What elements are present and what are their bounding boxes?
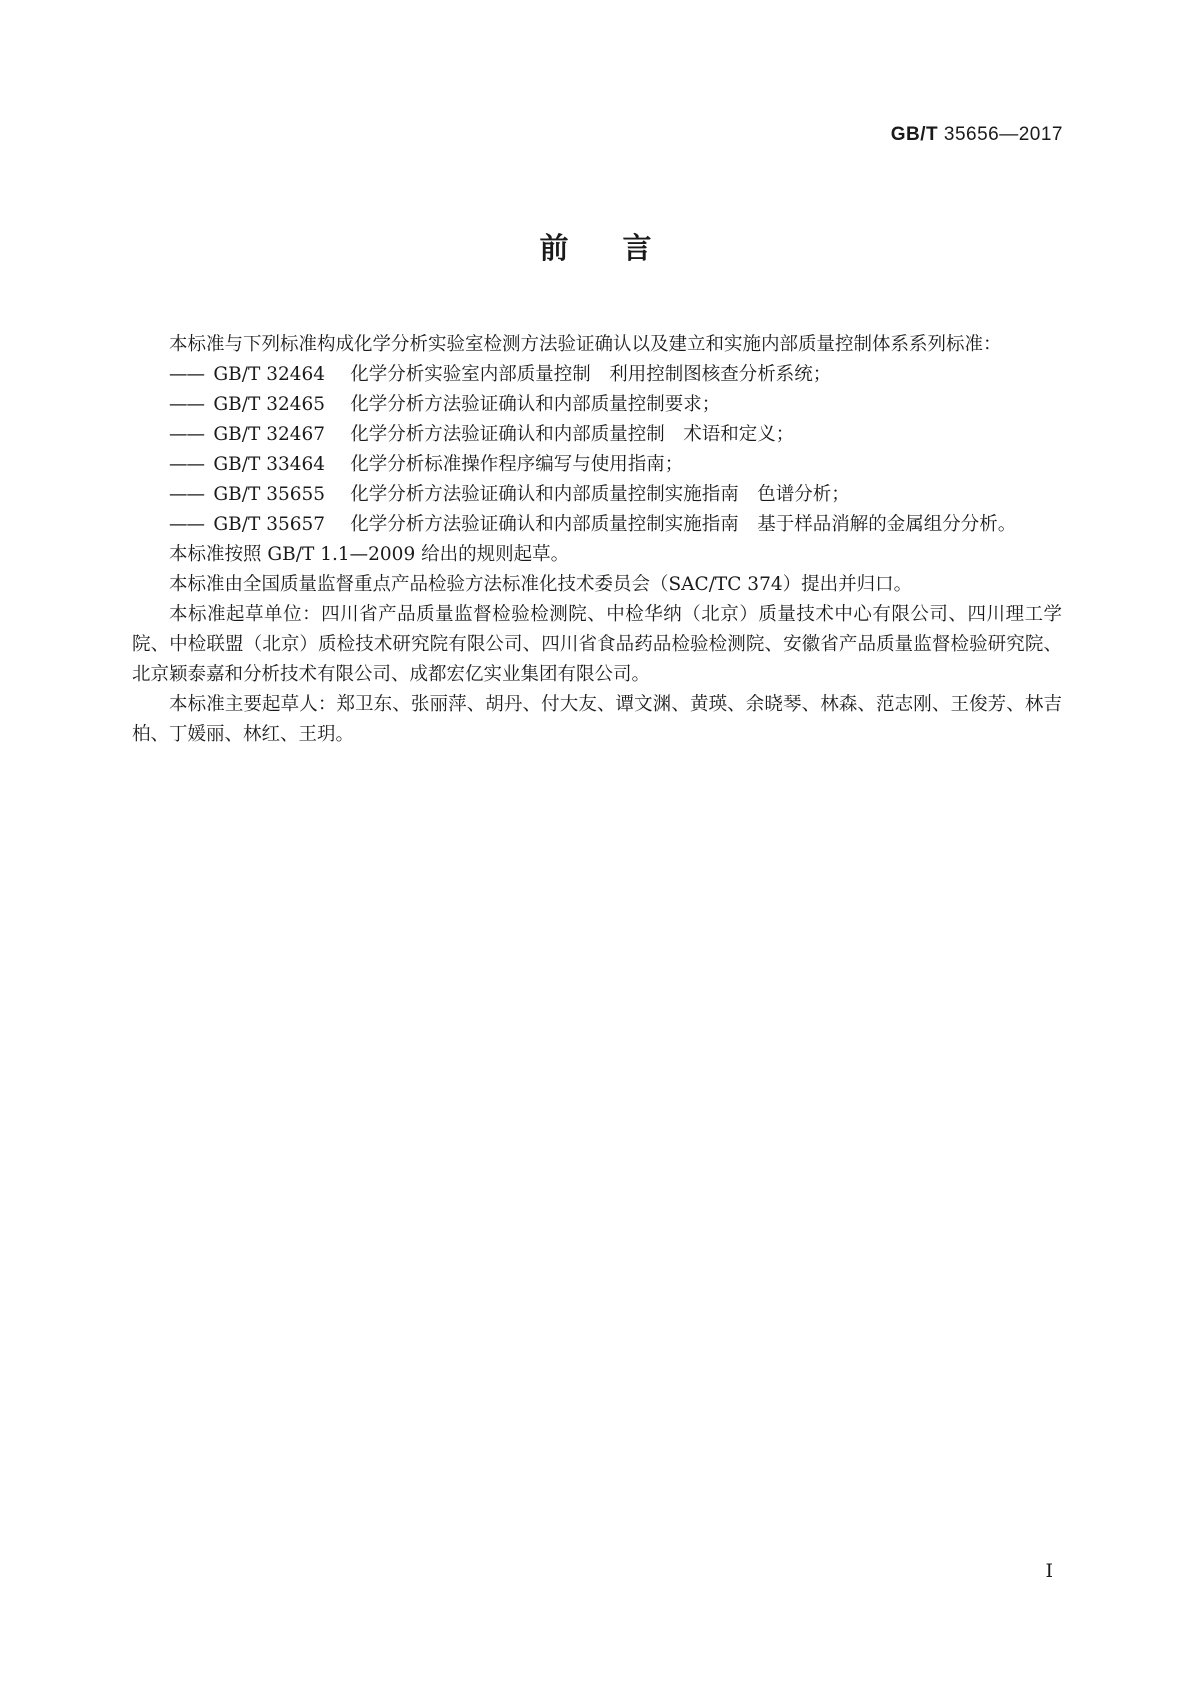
standard-ref-code: GB/T 35657 [213,514,326,535]
standard-ref-code: GB/T 35655 [213,484,326,505]
standard-ref-title: 化学分析方法验证确认和内部质量控制 术语和定义； [350,424,795,445]
drafting-rules-paragraph: 本标准按照 GB/T 1.1—2009 给出的规则起草。 [169,544,570,565]
list-dash: —— [169,394,204,415]
list-item [132,480,1062,510]
drafters-paragraph: 本标准主要起草人：郑卫东、张丽萍、胡丹、付大友、谭文渊、黄瑛、余晓琴、林森、范志刚、王俊芳、林吉柏、丁媛丽、林红、王玥。 [132,694,1062,745]
list-dash: —— [169,514,204,535]
standard-ref-code: GB/T 32467 [213,424,326,445]
standard-ref-title: 化学分析方法验证确认和内部质量控制实施指南 基于样品消解的金属组分分析。 [350,514,1017,535]
list-dash: —— [169,424,204,445]
standards-list [132,360,1062,540]
list-item [132,450,1062,480]
list-item [132,420,1062,450]
list-dash: —— [169,484,204,505]
standard-ref-code: GB/T 32464 [213,364,326,385]
list-item [132,510,1062,540]
drafting-units-paragraph: 本标准起草单位：四川省产品质量监督检验检测院、中检华纳（北京）质量技术中心有限公司、四川理工学院、中检联盟（北京）质检技术研究院有限公司、四川省食品药品检验检测院、安徽省产品质量监督检验研究院、北京颖泰嘉和分析技术有限公司、成都宏亿实业集团有限公司。 [132,604,1062,685]
standard-code-number: 35656—2017 [943,124,1063,145]
standard-code-prefix: GB/T [890,124,939,145]
foreword-body [132,330,1062,750]
standard-ref-code: GB/T 33464 [213,454,326,475]
standard-code-header [891,124,1063,146]
standard-ref-code: GB/T 32465 [213,394,326,415]
proposed-by-paragraph: 本标准由全国质量监督重点产品检验方法标准化技术委员会（SAC/TC 374）提出并归口。 [169,574,913,595]
intro-paragraph: 本标准与下列标准构成化学分析实验室检测方法验证确认以及建立和实施内部质量控制体系系列标准： [169,334,1002,355]
page-title: 前言 [539,231,706,265]
standard-ref-title: 化学分析实验室内部质量控制 利用控制图核查分析系统； [350,364,832,385]
list-item [132,360,1062,390]
list-item [132,390,1062,420]
standard-ref-title: 化学分析方法验证确认和内部质量控制要求； [350,394,721,415]
list-dash: —— [169,454,204,475]
standard-ref-title: 化学分析标准操作程序编写与使用指南； [350,454,684,475]
standard-ref-title: 化学分析方法验证确认和内部质量控制实施指南 色谱分析； [350,484,850,505]
page-number: I [1045,1560,1053,1582]
list-dash: —— [169,364,204,385]
